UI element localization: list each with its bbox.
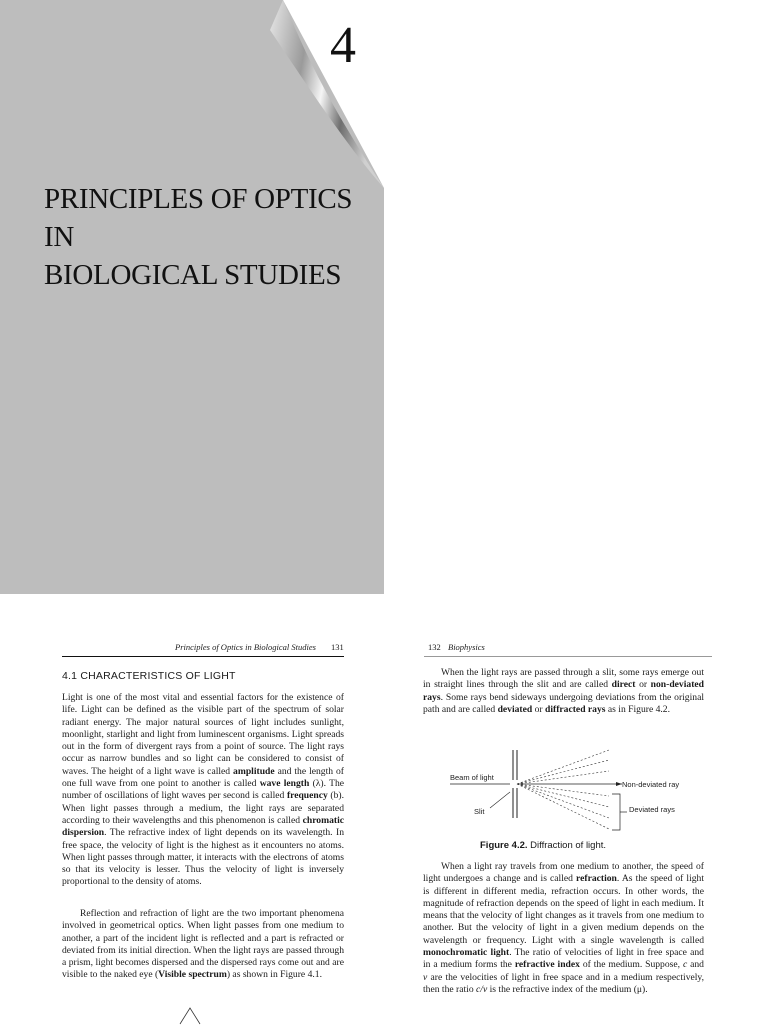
page-number: 132 [428,642,441,652]
bold-term: refractive index [514,959,580,971]
bold-term: chromatic dispersion [62,814,344,839]
running-head: Principles of Optics in Biological Studies [175,642,316,652]
bold-term: wave length [259,778,310,790]
paragraph [62,692,344,889]
text-run: of the medium. Suppose, [579,959,683,971]
text-run: Reflection and refraction of light are the two important phenomena involved in geometrical optics. When light passes from one medium to another, a part of the incident light is reflected and a part is refracted or deviated from its initial direction. When the light rays are passed through a prism, light becomes dispersed and the dispersed rays come out and are visible to the naked eye ( [62,908,344,981]
chapter-opener [0,0,384,594]
paragraph [423,861,704,996]
label-non-deviated: Non-deviated ray [622,780,680,789]
text-run: . As the speed of light is different in different media, refraction occurs. In other words, the magnitude of refraction depends on the speed of light in each medium. It means that the velocity of light changes as it travels from one medium to another. But the velocity of light in a given medium depends on the wavelength or frequency. Light with a single wavelength is called [423,873,705,946]
bold-term: refraction [576,873,617,885]
running-head: Biophysics [448,642,485,652]
diffraction-figure [424,742,714,842]
chapter-title [44,180,374,294]
figure-caption-label: Figure 4.2. [480,840,528,851]
page-131 [0,600,384,1024]
header-rule [424,656,712,657]
text-run: ) as shown in Figure 4.1. [226,969,322,981]
text-run: (b). When light passes through a medium, the light rays are separated according to their wavelengths and this phenomenon is called [62,790,345,826]
text-run: or [532,703,546,715]
page-132 [384,600,768,1024]
bold-term: direct [611,679,636,691]
italic-term: v [423,971,428,983]
prism-figure-fragment [176,1006,206,1026]
bold-term: amplitude [233,765,275,777]
bold-term: Visible spectrum [158,969,227,981]
text-run: (λ). The number of oscillations of light waves per second is called [62,778,344,802]
page-number: 131 [331,642,344,652]
text-run: Light is one of the most vital and essential factors for the existence of life. Light can be defined as the visible part of the spectrum of solar radiant energy. The major natural sources of light includes sunlight, moonlight, starlight and light from luminescent organisms. Light spreads out in the form of divergent rays from a point of source. The light rays occur as narrow bundles and so light can be considered to consist of waves. The height of a light wave is called [62,692,344,777]
text-run: or [635,679,651,691]
chapter-title-line2: BIOLOGICAL STUDIES [44,259,342,291]
figure-caption [480,840,606,851]
bold-term: frequency [286,790,328,802]
label-beam-of-light: Beam of light [450,773,494,782]
page-curl-graphic [0,0,384,594]
text-run: are the velocities of light in free space and in a medium respectively, then the ratio [423,971,704,995]
paragraph [62,908,344,982]
figure-caption-text: Diffraction of light. [527,840,607,851]
text-run: . The ratio of velocities of light in free space and in a medium forms the [423,947,704,971]
bold-term: deviated [497,703,533,715]
text-run: as in Figure 4.2. [605,703,671,715]
paragraph [423,667,704,716]
text-run: and the length of one full wave from one point to another is called [62,765,344,790]
text-run: When the light rays are passed through a slit, some rays emerge out in straight lines through the slit and are called [423,667,704,691]
text-run: and [687,959,704,971]
label-slit: Slit [474,807,485,816]
chapter-title-line1: PRINCIPLES OF OPTICS IN [44,183,353,253]
bold-term: non-deviated rays [423,679,704,703]
label-deviated: Deviated rays [629,805,675,814]
header-rule [62,656,344,657]
bold-term: diffracted rays [545,703,606,715]
chapter-number: 4 [330,17,356,74]
text-run: is the refractive index of the medium (μ). [487,983,648,995]
text-run: . Some rays bend sideways undergoing deviations from the original path and are called [423,691,704,715]
bold-term: monochromatic light [423,947,510,959]
text-run: When a light ray travels from one medium to another, the speed of light undergoes a change and is called [423,861,704,885]
italic-term: c/v [476,983,488,995]
italic-term: c [682,959,688,971]
section-heading: 4.1 CHARACTERISTICS OF LIGHT [62,670,236,682]
text-run: . The refractive index of light depends on its wavelength. In free space, the velocity of light is the highest as it encounters no atoms. When light passes through matter, it interacts with the electrons of atoms so that its velocity is lesser. Thus the velocity of light is inversely proportional to the density of atoms. [62,827,344,888]
